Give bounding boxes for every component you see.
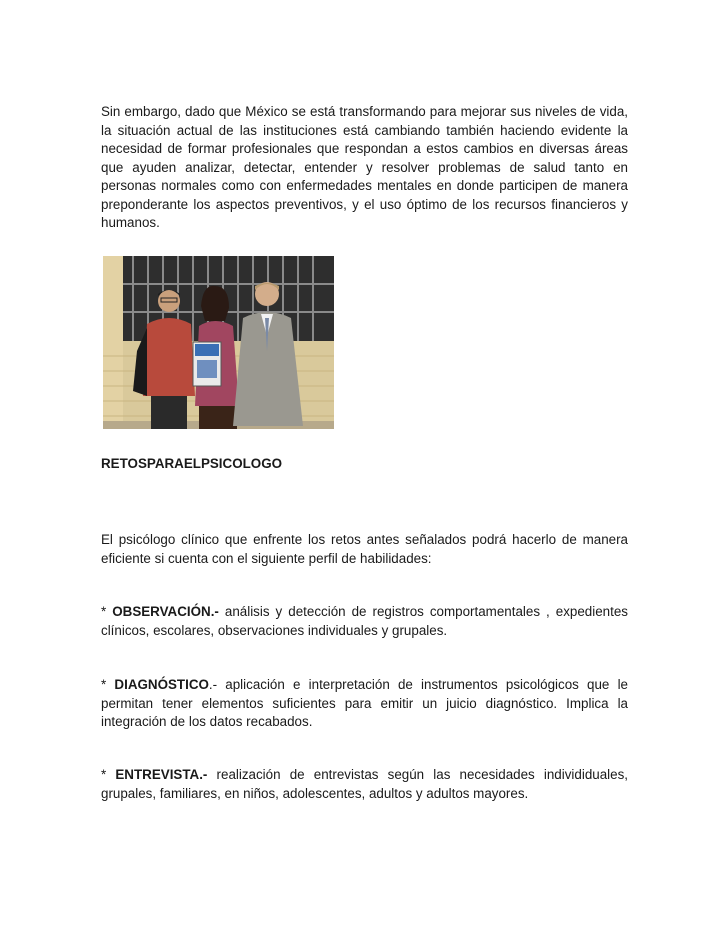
photo-three-people-icon (103, 256, 334, 429)
section-heading: RETOSPARAELPSICOLOGO (101, 456, 283, 471)
bullet-term: OBSERVACIÓN.- (112, 604, 219, 619)
bullet-text: realización de entrevistas según las necesidades individiduales, grupales, familiares, en niños, adolescentes, adultos y adultos mayores. (101, 767, 628, 801)
bullet-term: DIAGNÓSTICO (114, 677, 209, 692)
bullet-diagnostico (101, 676, 628, 732)
bullet-marker: * (101, 767, 107, 782)
group-photo (103, 256, 334, 429)
profile-paragraph: El psicólogo clínico que enfrente los retos antes señalados podrá hacerlo de manera eficiente si cuenta con el siguiente perfil de habilidades: (101, 532, 628, 566)
bullet-marker: * (101, 677, 107, 692)
bullet-term: ENTREVISTA.- (115, 767, 208, 782)
bullet-observacion (101, 603, 628, 640)
bullet-text: .- aplicación e interpretación de instrumentos psicológicos que le permitan tener elementos suficientes para emitir un juicio diagnóstico. Implica la integración de los datos recabados. (101, 677, 628, 729)
bullet-marker: * (101, 604, 107, 619)
intro-paragraph: Sin embargo, dado que México se está transformando para mejorar sus niveles de vida, la situación actual de las instituciones está cambiando también haciendo evidente la necesidad de formar profesionales que respondan a estos cambios en diversas áreas que ayuden analizar, detectar, entender y resolver problemas de salud tanto en personas normales como con enfermedades mentales en donde participen de manera preponderante los aspectos preventivos, y el uso óptimo de los recursos financieros y humanos. (101, 104, 628, 230)
bullet-entrevista (101, 766, 628, 803)
bullet-text: análisis y detección de registros comportamentales , expedientes clínicos, escolares, observaciones individuales y grupales. (101, 604, 628, 638)
